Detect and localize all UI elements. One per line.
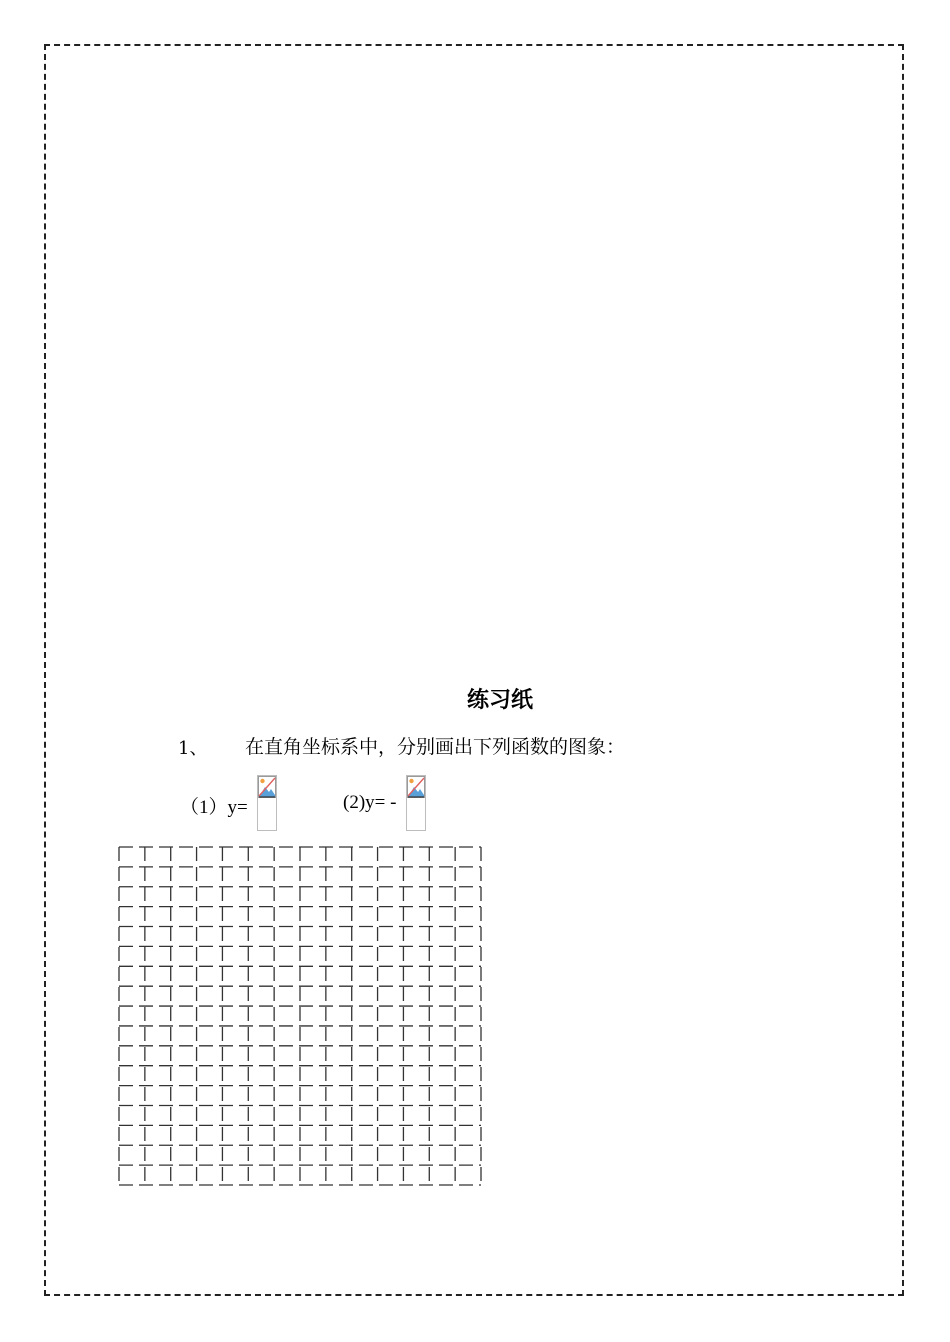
equation-2-label: (2)y= - (343, 792, 397, 813)
equation-2-image (406, 775, 426, 831)
equation-1-label: （1）y= (180, 797, 248, 818)
broken-image-icon (258, 776, 276, 798)
equation-1-image (257, 775, 277, 831)
question-text: 在直角坐标系中，分别画出下列函数的图象： (245, 736, 626, 758)
broken-image-icon (407, 776, 425, 798)
coordinate-grid (118, 846, 484, 1192)
question-number: 1、 (178, 738, 208, 759)
dashed-grid (118, 846, 484, 1188)
page-title: 练习纸 (466, 688, 533, 713)
